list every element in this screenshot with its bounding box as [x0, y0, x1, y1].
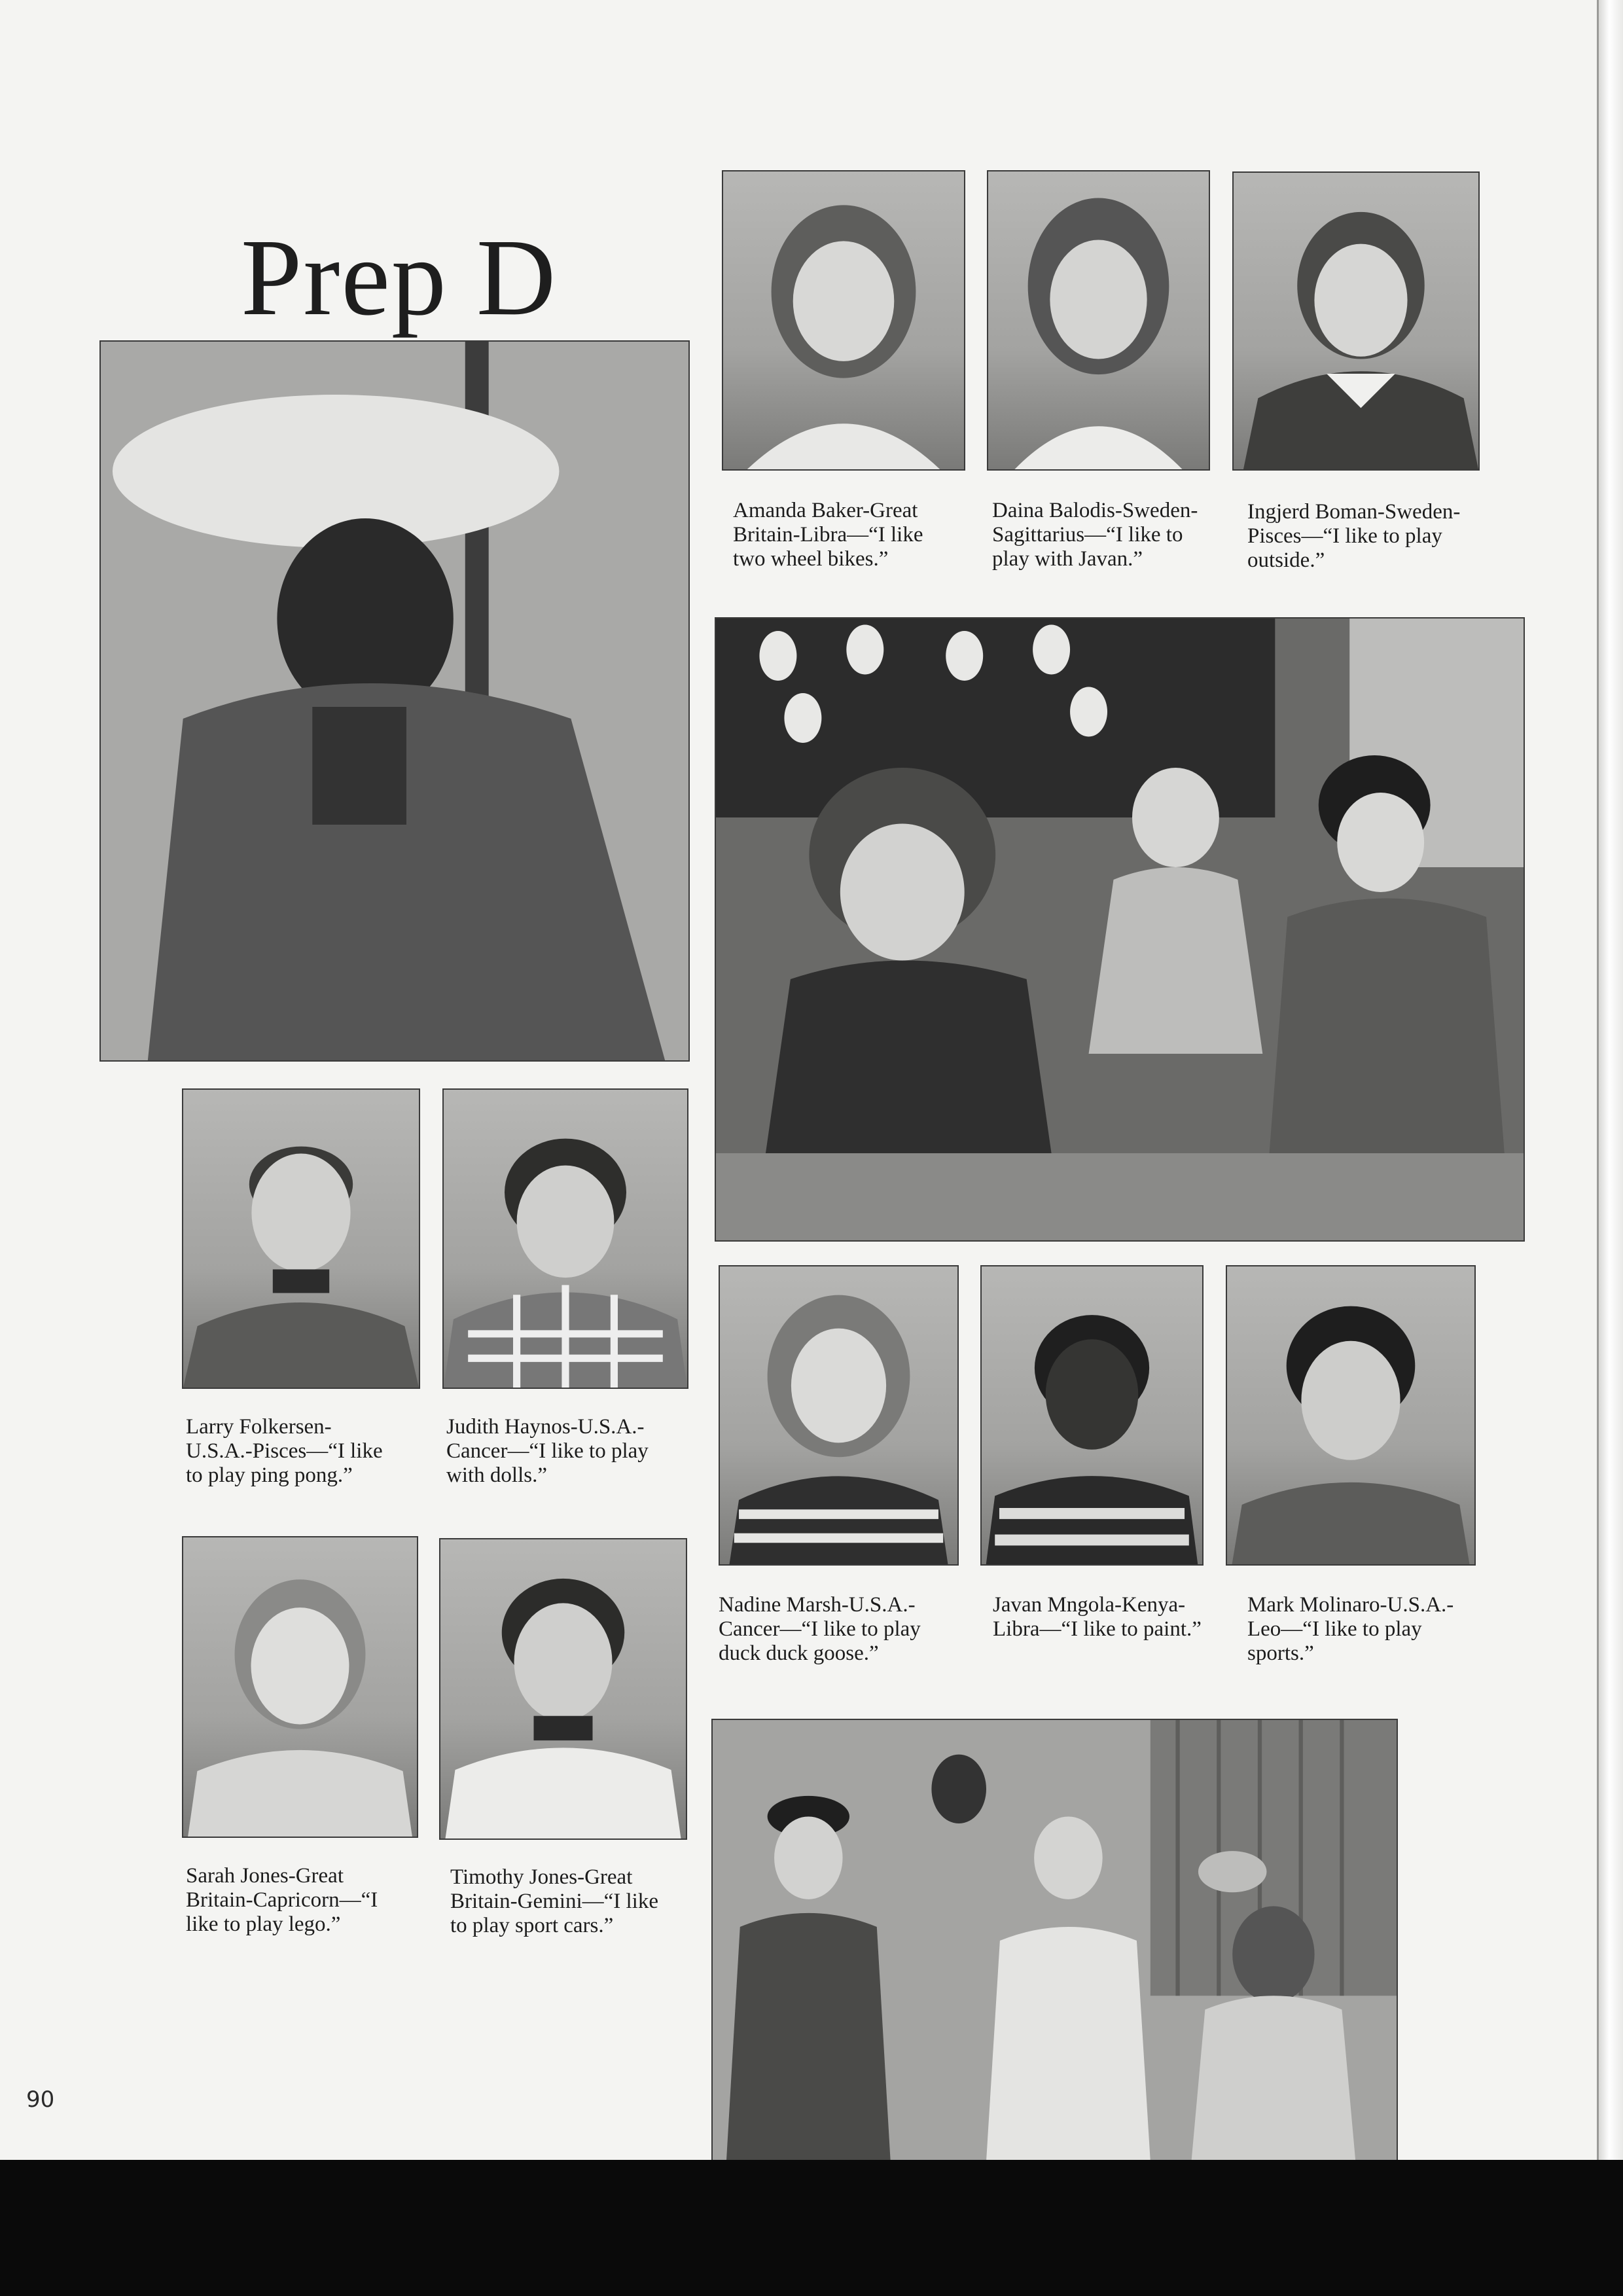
- caption-amanda-baker: Amanda Baker-Great Britain-Libra—“I like two wheel bikes.”: [733, 499, 923, 571]
- caption-daina-balodis: Daina Balodis-Sweden- Sagittarius—“I like to play with Javan.”: [992, 499, 1198, 571]
- caption-sarah-jones: Sarah Jones-Great Britain-Capricorn—“I like to play lego.”: [186, 1864, 378, 1936]
- caption-nadine-marsh: Nadine Marsh-U.S.A.- Cancer—“I like to play duck duck goose.”: [719, 1593, 921, 1665]
- daina-balodis-portrait: [987, 170, 1210, 471]
- caption-timothy-jones: Timothy Jones-Great Britain-Gemini—“I like to play sport cars.”: [450, 1865, 658, 1937]
- page-title: Prep D: [241, 217, 558, 338]
- judith-haynos-portrait: [442, 1088, 688, 1389]
- nadine-marsh-portrait: [719, 1265, 959, 1566]
- page-edge: [1597, 0, 1623, 2160]
- page-number: 90: [26, 2087, 55, 2113]
- bottom-bar: [0, 2160, 1623, 2296]
- costume-group-photo: [715, 617, 1525, 1242]
- caption-mark-molinaro: Mark Molinaro-U.S.A.- Leo—“I like to play sports.”: [1247, 1593, 1454, 1665]
- javan-mngola-portrait: [980, 1265, 1204, 1566]
- caption-judith-haynos: Judith Haynos-U.S.A.- Cancer—“I like to play with dolls.”: [446, 1415, 649, 1487]
- mark-molinaro-portrait: [1226, 1265, 1476, 1566]
- caption-larry-folkersen: Larry Folkersen- U.S.A.-Pisces—“I like to play ping pong.”: [186, 1415, 383, 1487]
- larry-folkersen-portrait: [182, 1088, 420, 1389]
- caption-javan-mngola: Javan Mngola-Kenya- Libra—“I like to paint.”: [993, 1593, 1202, 1641]
- timothy-jones-portrait: [439, 1538, 687, 1840]
- hat-child-photo: [99, 340, 690, 1062]
- sarah-jones-portrait: [182, 1536, 418, 1838]
- classroom-group-photo: [711, 1719, 1398, 2162]
- caption-ingjerd-boman: Ingjerd Boman-Sweden- Pisces—“I like to play outside.”: [1247, 500, 1461, 572]
- amanda-baker-portrait: [722, 170, 965, 471]
- ingjerd-boman-portrait: [1232, 171, 1480, 471]
